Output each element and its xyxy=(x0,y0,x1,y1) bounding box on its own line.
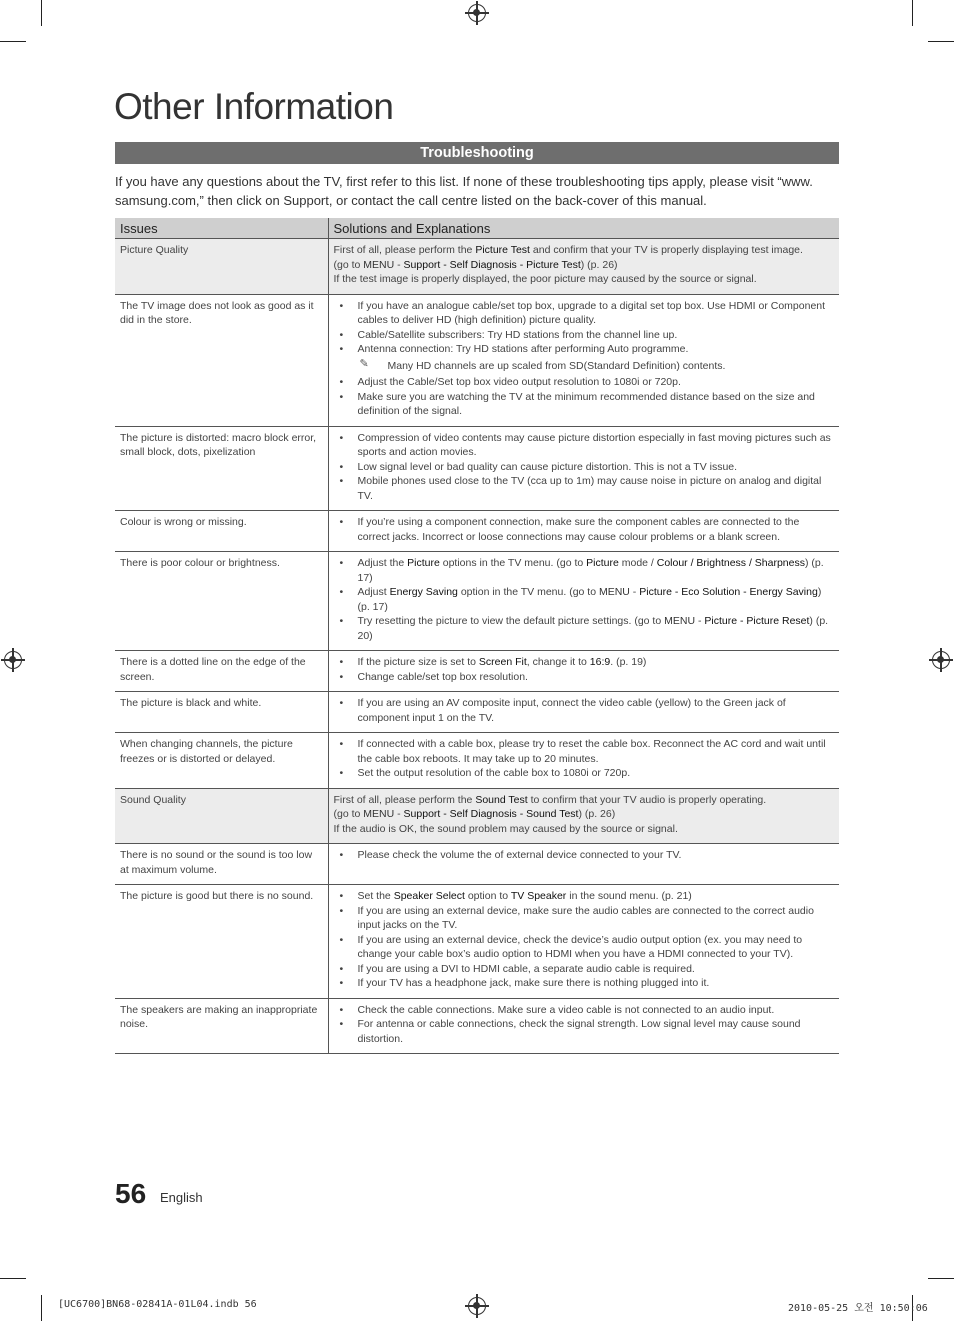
table-row xyxy=(115,733,839,789)
list-item: • Cable/Satellite subscribers: Try HD stations from the channel line up. xyxy=(334,328,835,343)
list-item: • Adjust the Cable/Set top box video output resolution to 1080i or 720p. xyxy=(334,375,835,390)
list-item: • If connected with a cable box, please try to reset the cable box. Reconnect the AC cord and wait until the cable box reboots. It may take up to 20 minutes. xyxy=(334,737,835,766)
table-header-row xyxy=(115,218,839,239)
column-header-solutions: Solutions and Explanations xyxy=(328,218,839,239)
table-row xyxy=(115,511,839,552)
solution-cell xyxy=(328,511,839,552)
table-row xyxy=(115,844,839,885)
list-item: • If you’re using a component connection, make sure the component cables are connected to the correct jacks. Incorrect or loose connections may cause colour problems or a blank screen. xyxy=(334,515,835,544)
table-row xyxy=(115,692,839,733)
issue-cell: The picture is good but there is no sound. xyxy=(115,885,328,999)
list-item: • Adjust Energy Saving option in the TV menu. (go to MENU - Picture - Eco Solution - Energy Saving) (p. 17) xyxy=(334,585,835,614)
page-title: Other Information xyxy=(114,86,394,127)
list-item: • Please check the volume the of external device connected to your TV. xyxy=(334,848,835,863)
crop-mark xyxy=(0,1278,26,1279)
table-row xyxy=(115,294,839,426)
list-item: • If you have an analogue cable/set top box, upgrade to a digital set top box. Use HDMI or Component cables to deliver HD (high definition) picture quality. xyxy=(334,299,835,328)
list-item: • Set the Speaker Select option to TV Speaker in the sound menu. (p. 21) xyxy=(334,889,835,904)
issue-cell: The picture is black and white. xyxy=(115,692,328,733)
solution-cell xyxy=(328,885,839,999)
registration-mark-icon xyxy=(932,651,950,669)
column-header-issues: Issues xyxy=(115,218,328,239)
print-slug-date: 2010-05-25 오전 10:50:06 xyxy=(788,1303,928,1314)
list-item: • If you are using a DVI to HDMI cable, a separate audio cable is required. xyxy=(334,962,835,977)
list-item: • For antenna or cable connections, check the signal strength. Low signal level may cause sound distortion. xyxy=(334,1017,835,1046)
solution-cell xyxy=(328,692,839,733)
table-row xyxy=(115,885,839,999)
list-item: • Check the cable connections. Make sure a video cable is not connected to an audio input. xyxy=(334,1003,835,1018)
issue-cell: There is no sound or the sound is too low at maximum volume. xyxy=(115,844,328,885)
table-row xyxy=(115,239,839,295)
list-item: • If you are using an external device, check the device’s audio output option (ex. you may need to change your cable box’s audio option to HDMI when you have a HDMI connected to your TV). xyxy=(334,933,835,962)
solution-cell: First of all, please perform the Picture Test and confirm that your TV is properly displaying test image. (go to MENU - Support - Self Diagnosis - Picture Test) (p. 26) If the test image is properly displayed, the poor picture may caused by the source or signal. xyxy=(328,239,839,295)
issue-cell: Sound Quality xyxy=(115,788,328,844)
table-row xyxy=(115,651,839,692)
list-item: • If you are using an AV composite input, connect the video cable (yellow) to the Green jack of component input 1 on the TV. xyxy=(334,696,835,725)
solution-cell xyxy=(328,844,839,885)
list-item: • If you are using an external device, make sure the audio cables are connected to the correct audio input jacks on the TV. xyxy=(334,904,835,933)
crop-mark xyxy=(41,1295,42,1321)
issue-cell: Picture Quality xyxy=(115,239,328,295)
solution-cell: First of all, please perform the Sound Test to confirm that your TV audio is properly operating. (go to MENU - Support - Self Diagnosis - Sound Test) (p. 26) If the audio is OK, the sound problem may caused by the source or signal. xyxy=(328,788,839,844)
page-language: English xyxy=(160,1190,203,1205)
issue-cell: The speakers are making an inappropriate noise. xyxy=(115,998,328,1054)
issue-cell: When changing channels, the picture freezes or is distorted or delayed. xyxy=(115,733,328,789)
list-item: • If the picture size is set to Screen Fit, change it to 16:9. (p. 19) xyxy=(334,655,835,670)
solution-cell xyxy=(328,998,839,1054)
solution-cell xyxy=(328,552,839,651)
intro-paragraph: If you have any questions about the TV, first refer to this list. If none of these troubleshooting tips apply, please visit “www. samsung.com,” then click on Support, or contact the call centre listed on the back-cover of this manual. xyxy=(115,174,813,208)
section-heading: Troubleshooting xyxy=(115,142,839,164)
list-item: • If your TV has a headphone jack, make sure there is nothing plugged into it. xyxy=(334,976,835,991)
list-item: • Make sure you are watching the TV at the minimum recommended distance based on the size and definition of the signal. xyxy=(334,390,835,419)
crop-mark xyxy=(928,41,954,42)
crop-mark xyxy=(912,0,913,26)
note-item: ✎ Many HD channels are up scaled from SD(Standard Definition) contents. xyxy=(359,357,726,372)
table-row xyxy=(115,998,839,1054)
solution-cell xyxy=(328,733,839,789)
issue-cell: The TV image does not look as good as it did in the store. xyxy=(115,294,328,426)
print-slug-file: [UC6700]BN68-02841A-01L04.indb 56 xyxy=(58,1299,257,1310)
page-number: 56 xyxy=(115,1178,147,1209)
issue-cell: The picture is distorted: macro block error, small block, dots, pixelization xyxy=(115,426,328,511)
issue-cell: There is poor colour or brightness. xyxy=(115,552,328,651)
solution-cell xyxy=(328,294,839,426)
solution-cell xyxy=(328,426,839,511)
issue-cell: Colour is wrong or missing. xyxy=(115,511,328,552)
registration-mark-icon xyxy=(468,4,486,22)
note-pencil-icon: ✎ xyxy=(359,357,369,370)
crop-mark xyxy=(0,41,26,42)
list-item: • Low signal level or bad quality can cause picture distortion. This is not a TV issue. xyxy=(334,460,835,475)
list-item: • Set the output resolution of the cable box to 1080i or 720p. xyxy=(334,766,835,781)
list-item: • Change cable/set top box resolution. xyxy=(334,670,835,685)
crop-mark xyxy=(928,1278,954,1279)
list-item: • Antenna connection: Try HD stations after performing Auto programme. xyxy=(334,342,835,357)
list-item: • Compression of video contents may cause picture distortion especially in fast moving pictures such as sports and action movies. xyxy=(334,431,835,460)
table-row xyxy=(115,426,839,511)
registration-mark-icon xyxy=(4,651,22,669)
crop-mark xyxy=(41,0,42,26)
list-item: • Mobile phones used close to the TV (cca up to 1m) may cause noise in picture on analog and digital TV. xyxy=(334,474,835,503)
troubleshooting-table xyxy=(115,218,839,1054)
solution-cell xyxy=(328,651,839,692)
list-item: • Adjust the Picture options in the TV menu. (go to Picture mode / Colour / Brightness / Sharpness) (p. 17) xyxy=(334,556,835,585)
list-item: • Try resetting the picture to view the default picture settings. (go to MENU - Picture - Picture Reset) (p. 20) xyxy=(334,614,835,643)
table-row xyxy=(115,552,839,651)
table-row xyxy=(115,788,839,844)
issue-cell: There is a dotted line on the edge of the screen. xyxy=(115,651,328,692)
registration-mark-icon xyxy=(468,1297,486,1315)
